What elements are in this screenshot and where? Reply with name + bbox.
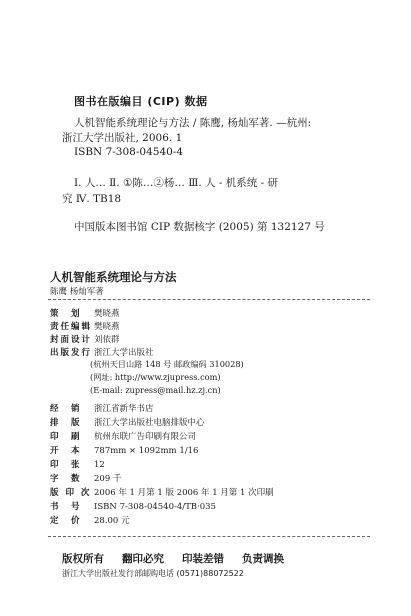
distribution-phone: 浙江大学出版社发行部邮购电话 (0571)88072522 [62,569,244,578]
spec-row [50,458,105,470]
credit-value: 刘依群 [94,335,120,345]
rights-text: 负责调换 [242,553,284,565]
spec-row [50,416,205,428]
cip-line: 究 Ⅳ. TB18 [62,193,122,205]
rights-text: 印装差错 [182,553,224,565]
divider [48,536,370,537]
cip-line: 中国版本图书馆 CIP 数据核字 (2005) 第 132127 号 [74,221,325,233]
spec-row [50,514,130,526]
credit-label: 封面设计 [50,335,93,345]
credit-row [50,333,120,345]
spec-label: 印 刷 [50,432,82,442]
book-authors: 陈鹰 杨灿军著 [50,287,104,297]
spec-label: 定 价 [50,516,82,526]
spec-value: 12 [94,460,105,470]
spec-value: 2006 年 1 月第 1 版 2006 年 1 月第 1 次印刷 [94,488,274,498]
credit-value: 樊晓燕 [94,322,120,332]
spec-label: 版 印 次 [50,488,92,498]
spec-label: 印 张 [50,460,82,470]
book-title: 人机智能系统理论与方法 [50,270,177,284]
spec-value: 209 千 [94,474,122,484]
cip-line: ISBN 7-308-04540-4 [74,146,184,158]
spec-value: 浙江省新华书店 [94,404,154,414]
publisher-email: (E-mail: zupress@mail.hz.zj.cn) [90,385,221,395]
publisher-address: (杭州天目山路 148 号 邮政编码 310028) [90,359,244,369]
spec-value: 28.00 元 [94,516,130,526]
credit-label: 出版发行 [50,348,93,358]
spec-label: 开 本 [50,446,82,456]
cip-line: 人机智能系统理论与方法 / 陈鹰, 杨灿军著. —杭州: [74,117,312,129]
spec-value: 杭州东联广告印刷有限公司 [94,432,197,442]
publisher-website: (网址: http://www.zjupress.com) [90,372,221,382]
credit-label: 责任编辑 [50,322,93,332]
spec-row [50,500,216,512]
spec-row [50,430,196,442]
credit-row [50,307,120,319]
spec-value: 787mm × 1092mm 1/16 [94,446,199,456]
credit-row [50,346,154,358]
spec-label: 排 版 [50,418,82,428]
spec-row [50,472,121,484]
cip-line: 浙江大学出版社, 2006. 1 [62,132,183,144]
spec-label: 书 号 [50,502,82,512]
rights-text: 翻印必究 [122,553,164,565]
spec-row [50,444,198,456]
spec-label: 经 销 [50,404,82,414]
rights-notice [62,551,302,566]
credit-value: 樊晓燕 [94,309,120,319]
rights-text: 版权所有 [62,553,104,565]
cip-line: Ⅰ. 人… Ⅱ. ①陈…②杨… Ⅲ. 人 - 机系统 - 研 [74,177,278,189]
cip-heading: 图书在版编目 (CIP) 数据 [74,95,208,108]
spec-value: 浙江大学出版社电脑排版中心 [94,418,205,428]
credit-row [50,320,120,332]
credit-value: 浙江大学出版社 [94,348,154,358]
spec-label: 字 数 [50,474,82,484]
divider [48,299,370,300]
credit-label: 策 划 [50,309,82,319]
spec-row [50,402,154,414]
spec-value: ISBN 7-308-04540-4/TB·035 [94,502,216,512]
spec-row [50,486,274,498]
